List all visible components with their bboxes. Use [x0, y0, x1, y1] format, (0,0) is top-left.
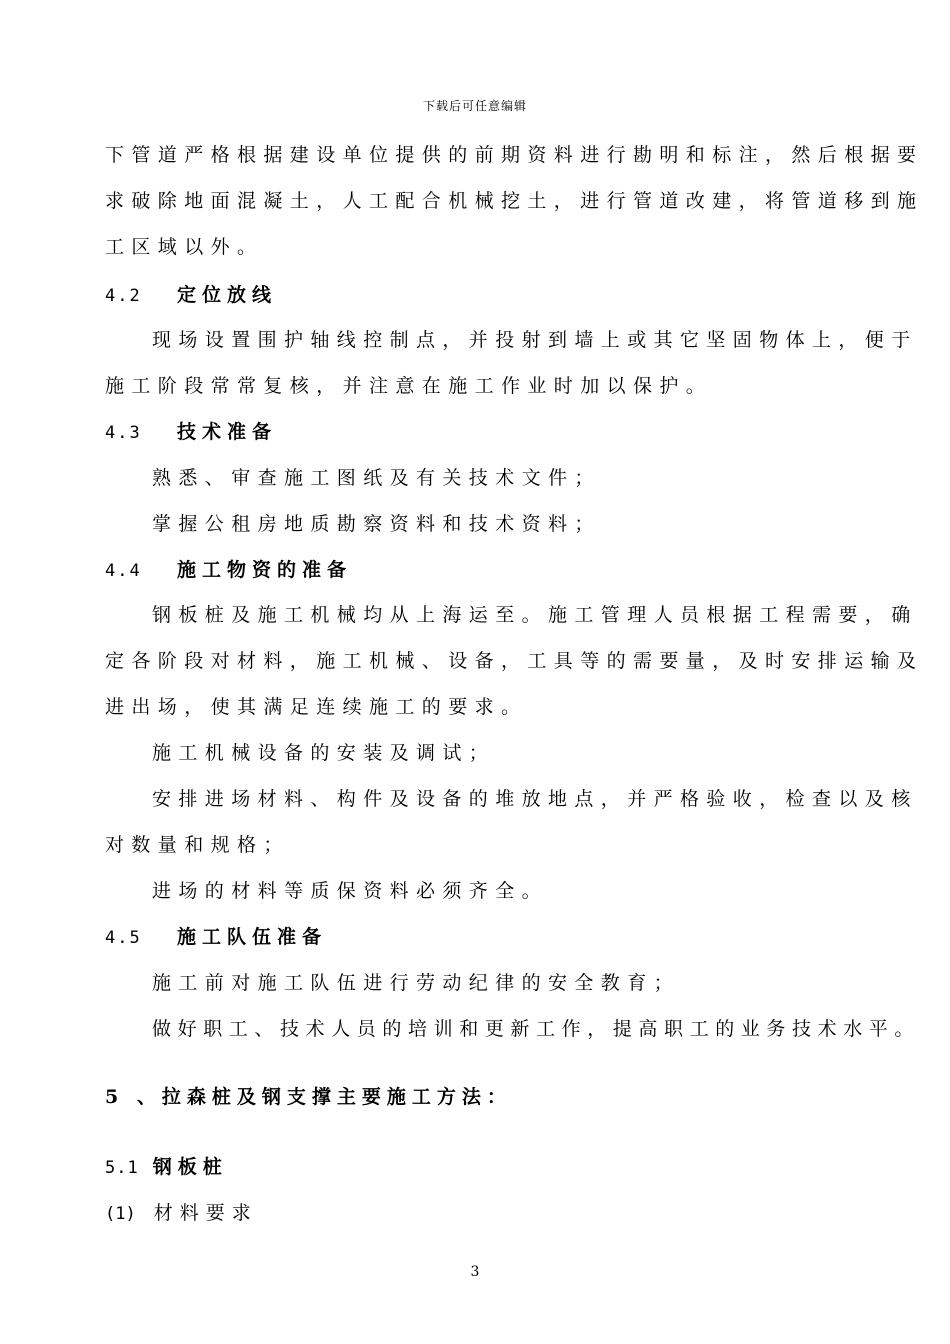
section-heading-5: 5 、拉森桩及钢支撑主要施工方法： [105, 1086, 512, 1108]
paragraph-line: 施工阶段常常复核，并注意在施工作业时加以保护。 [105, 375, 713, 397]
paragraph-line: 安排进场材料、构件及设备的堆放地点，并严格验收，检查以及核 [152, 788, 918, 810]
section-title: 技术准备 [177, 421, 278, 443]
paragraph-line: 掌握公租房地质勘察资料和技术资料； [152, 513, 601, 535]
paragraph-line: 施工机械设备的安装及调试； [152, 742, 496, 764]
paragraph-line: 施工前对施工队伍进行劳动纪律的安全教育； [152, 972, 681, 994]
section-heading-4-3 [105, 419, 277, 446]
paragraph-line: 进场的材料等质保资料必须齐全。 [152, 880, 549, 902]
paragraph-line: 对数量和规格； [105, 834, 290, 856]
paragraph-line: 下管道严格根据建设单位提供的前期资料进行勘明和标注，然后根据要 [105, 144, 924, 166]
page-header: 下载后可任意编辑 [422, 99, 527, 113]
paragraph-line: 定各阶段对材料，施工机械、设备，工具等的需要量，及时安排运输及 [105, 650, 924, 672]
paragraph-line: 熟悉、审查施工图纸及有关技术文件； [152, 467, 601, 489]
paragraph-line: 工区域以外。 [105, 236, 264, 258]
section-heading-4-4 [105, 557, 352, 584]
paragraph-line: 进出场，使其满足连续施工的要求。 [105, 696, 528, 718]
paragraph-line: 求破除地面混凝土，人工配合机械挖土，进行管道改建，将管道移到施 [105, 190, 924, 212]
section-title: 定位放线 [177, 284, 278, 306]
section-title: 施工队伍准备 [177, 926, 328, 948]
item-title: 材料要求 [153, 1202, 258, 1224]
paragraph-line: 现场设置围护轴线控制点，并投射到墙上或其它坚固物体上，便于 [152, 329, 918, 351]
section-heading-4-2 [105, 282, 277, 309]
list-item [105, 1200, 258, 1227]
section-number: 5.1 [105, 1158, 139, 1178]
paragraph-line: 钢板桩及施工机械均从上海运至。施工管理人员根据工程需要，确 [152, 604, 918, 626]
section-number: 4.4 [105, 561, 142, 581]
page-number: 3 [470, 1264, 480, 1280]
section-heading-5-1 [105, 1154, 228, 1181]
item-number: (1) [105, 1204, 136, 1224]
section-number: 4.2 [105, 286, 142, 306]
section-title: 施工物资的准备 [177, 559, 353, 581]
section-number: 4.3 [105, 423, 142, 443]
section-title: 钢板桩 [152, 1156, 228, 1178]
section-heading-4-5 [105, 924, 327, 951]
paragraph-line: 做好职工、技术人员的培训和更新工作，提高职工的业务技术水平。 [152, 1018, 921, 1040]
section-number: 4.5 [105, 928, 142, 948]
